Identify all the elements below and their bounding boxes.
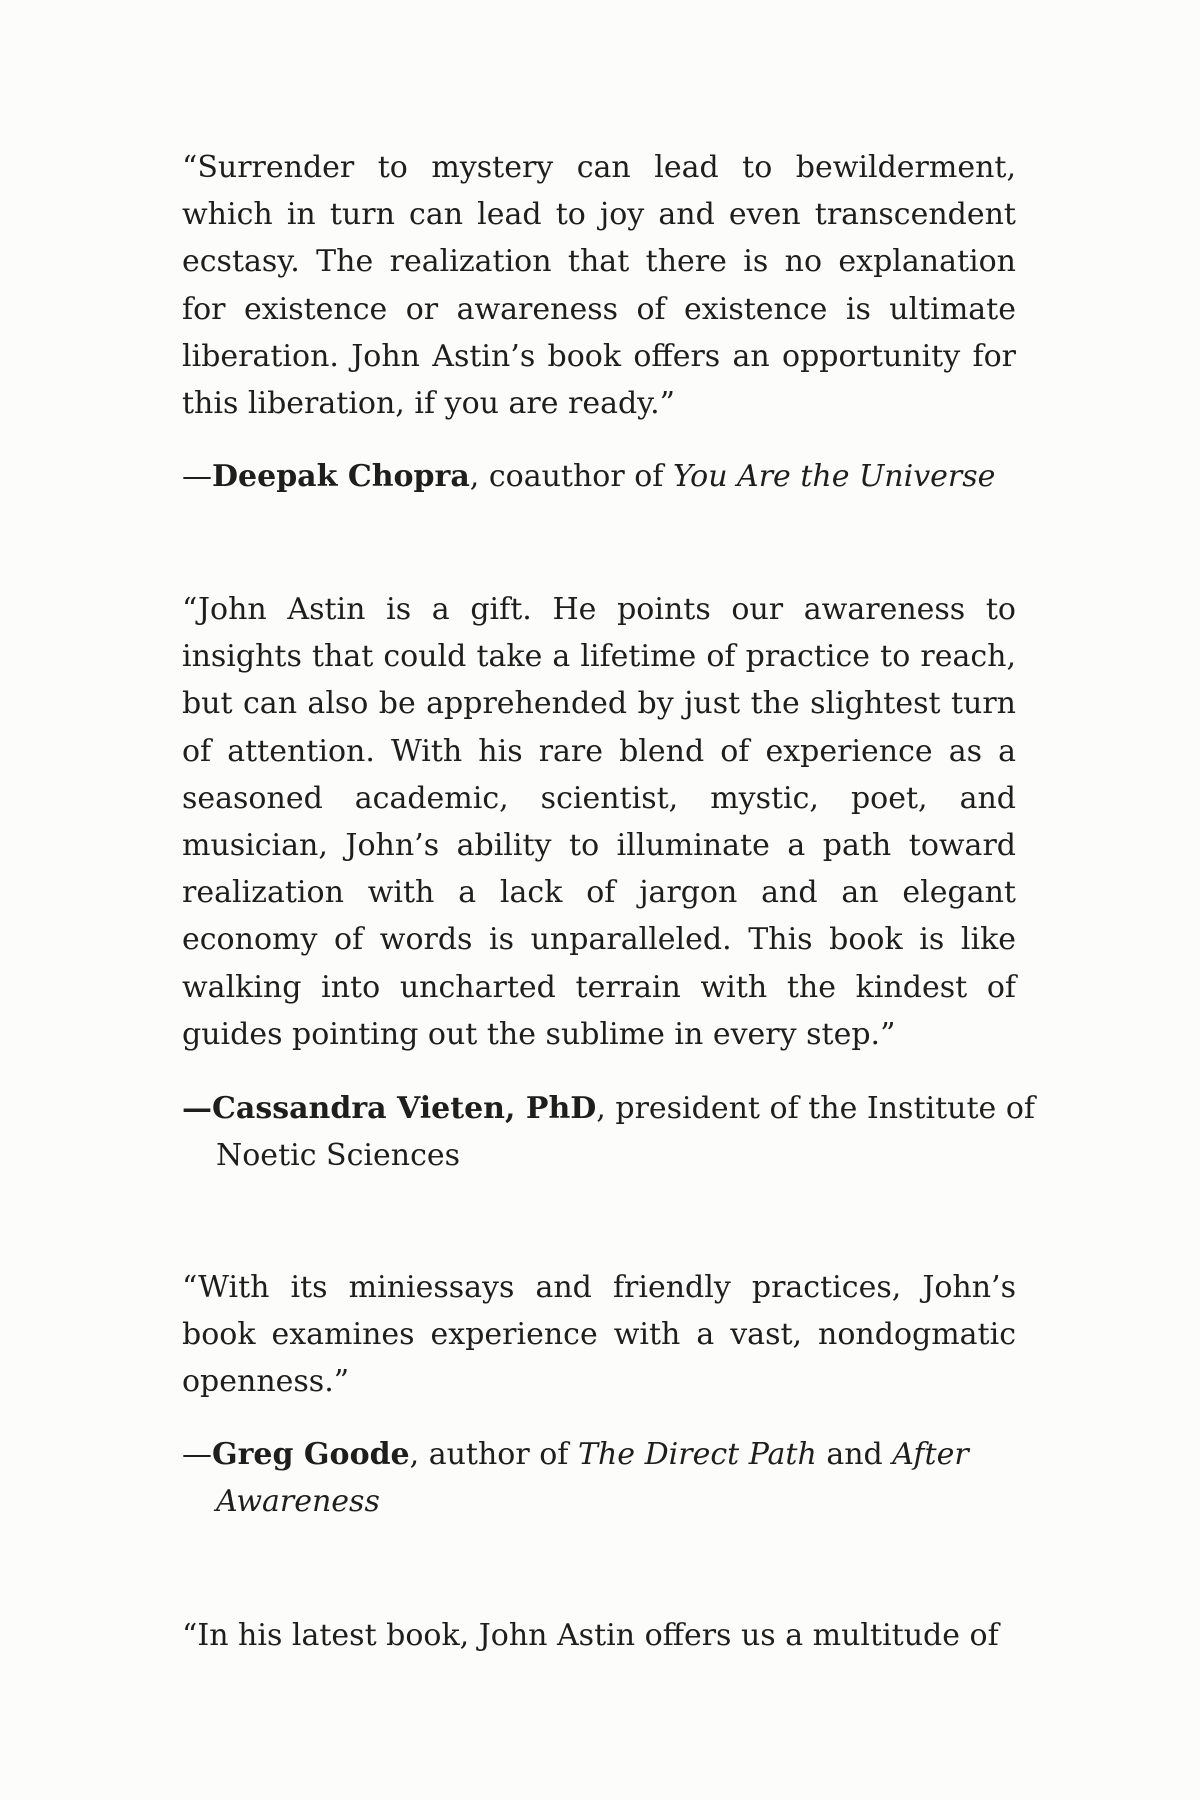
attribution-separator: , xyxy=(409,1437,429,1472)
endorsement-attribution-goode xyxy=(182,1431,1050,1525)
attribution-dash: — xyxy=(182,1091,212,1126)
book-title: You Are the Universe xyxy=(672,459,996,494)
attribution-conjunction: and xyxy=(816,1437,893,1472)
attribution-dash: — xyxy=(182,1437,212,1472)
endorser-role: author of xyxy=(428,1437,578,1472)
endorsement-quote-goode: “With its miniessays and friendly practices, John’s book examines experience with a vast, nondogmatic openness.” xyxy=(182,1270,1016,1400)
endorser-name: Deepak Chopra xyxy=(212,459,470,494)
endorser-name: Greg Goode xyxy=(212,1437,410,1472)
endorser-role: coauthor of xyxy=(488,459,673,494)
endorsement-quote-partial: “In his latest book, John Astin offers us a multitude of xyxy=(182,1618,999,1653)
book-title: After Awareness xyxy=(216,1437,969,1520)
attribution-separator: , xyxy=(469,459,489,494)
endorser-name: Cassandra Vieten, PhD xyxy=(212,1091,597,1126)
book-title: The Direct Path xyxy=(577,1437,817,1472)
endorsement-quote-vieten: “John Astin is a gift. He points our awareness to insights that could take a lifetime of practice to reach, but can also be apprehended by just the slightest turn of attention. With his rare blend of experience as a seasoned academic, scientist, mystic, poet, and musician, John’s ability to illuminate a path toward realization with a lack of jargon and an elegant economy of words is unparalleled. This book is like walking into uncharted terrain with the kindest of guides pointing out the sublime in every step.” xyxy=(182,592,1016,1052)
endorser-role: president of the Institute of Noetic Sciences xyxy=(216,1091,1035,1174)
endorsement-quote-chopra: “Surrender to mystery can lead to bewilderment, which in turn can lead to joy and even transcendent ecstasy. The realization that there is no explanation for existence or awareness of existence is ultimate liberation. John Astin’s book offers an opportunity for this liberation, if you are ready.” xyxy=(182,150,1016,422)
attribution-separator: , xyxy=(596,1091,616,1126)
endorsement-attribution-vieten xyxy=(182,1085,1050,1179)
endorsement-attribution-chopra xyxy=(182,453,1050,500)
attribution-dash: — xyxy=(182,459,212,494)
